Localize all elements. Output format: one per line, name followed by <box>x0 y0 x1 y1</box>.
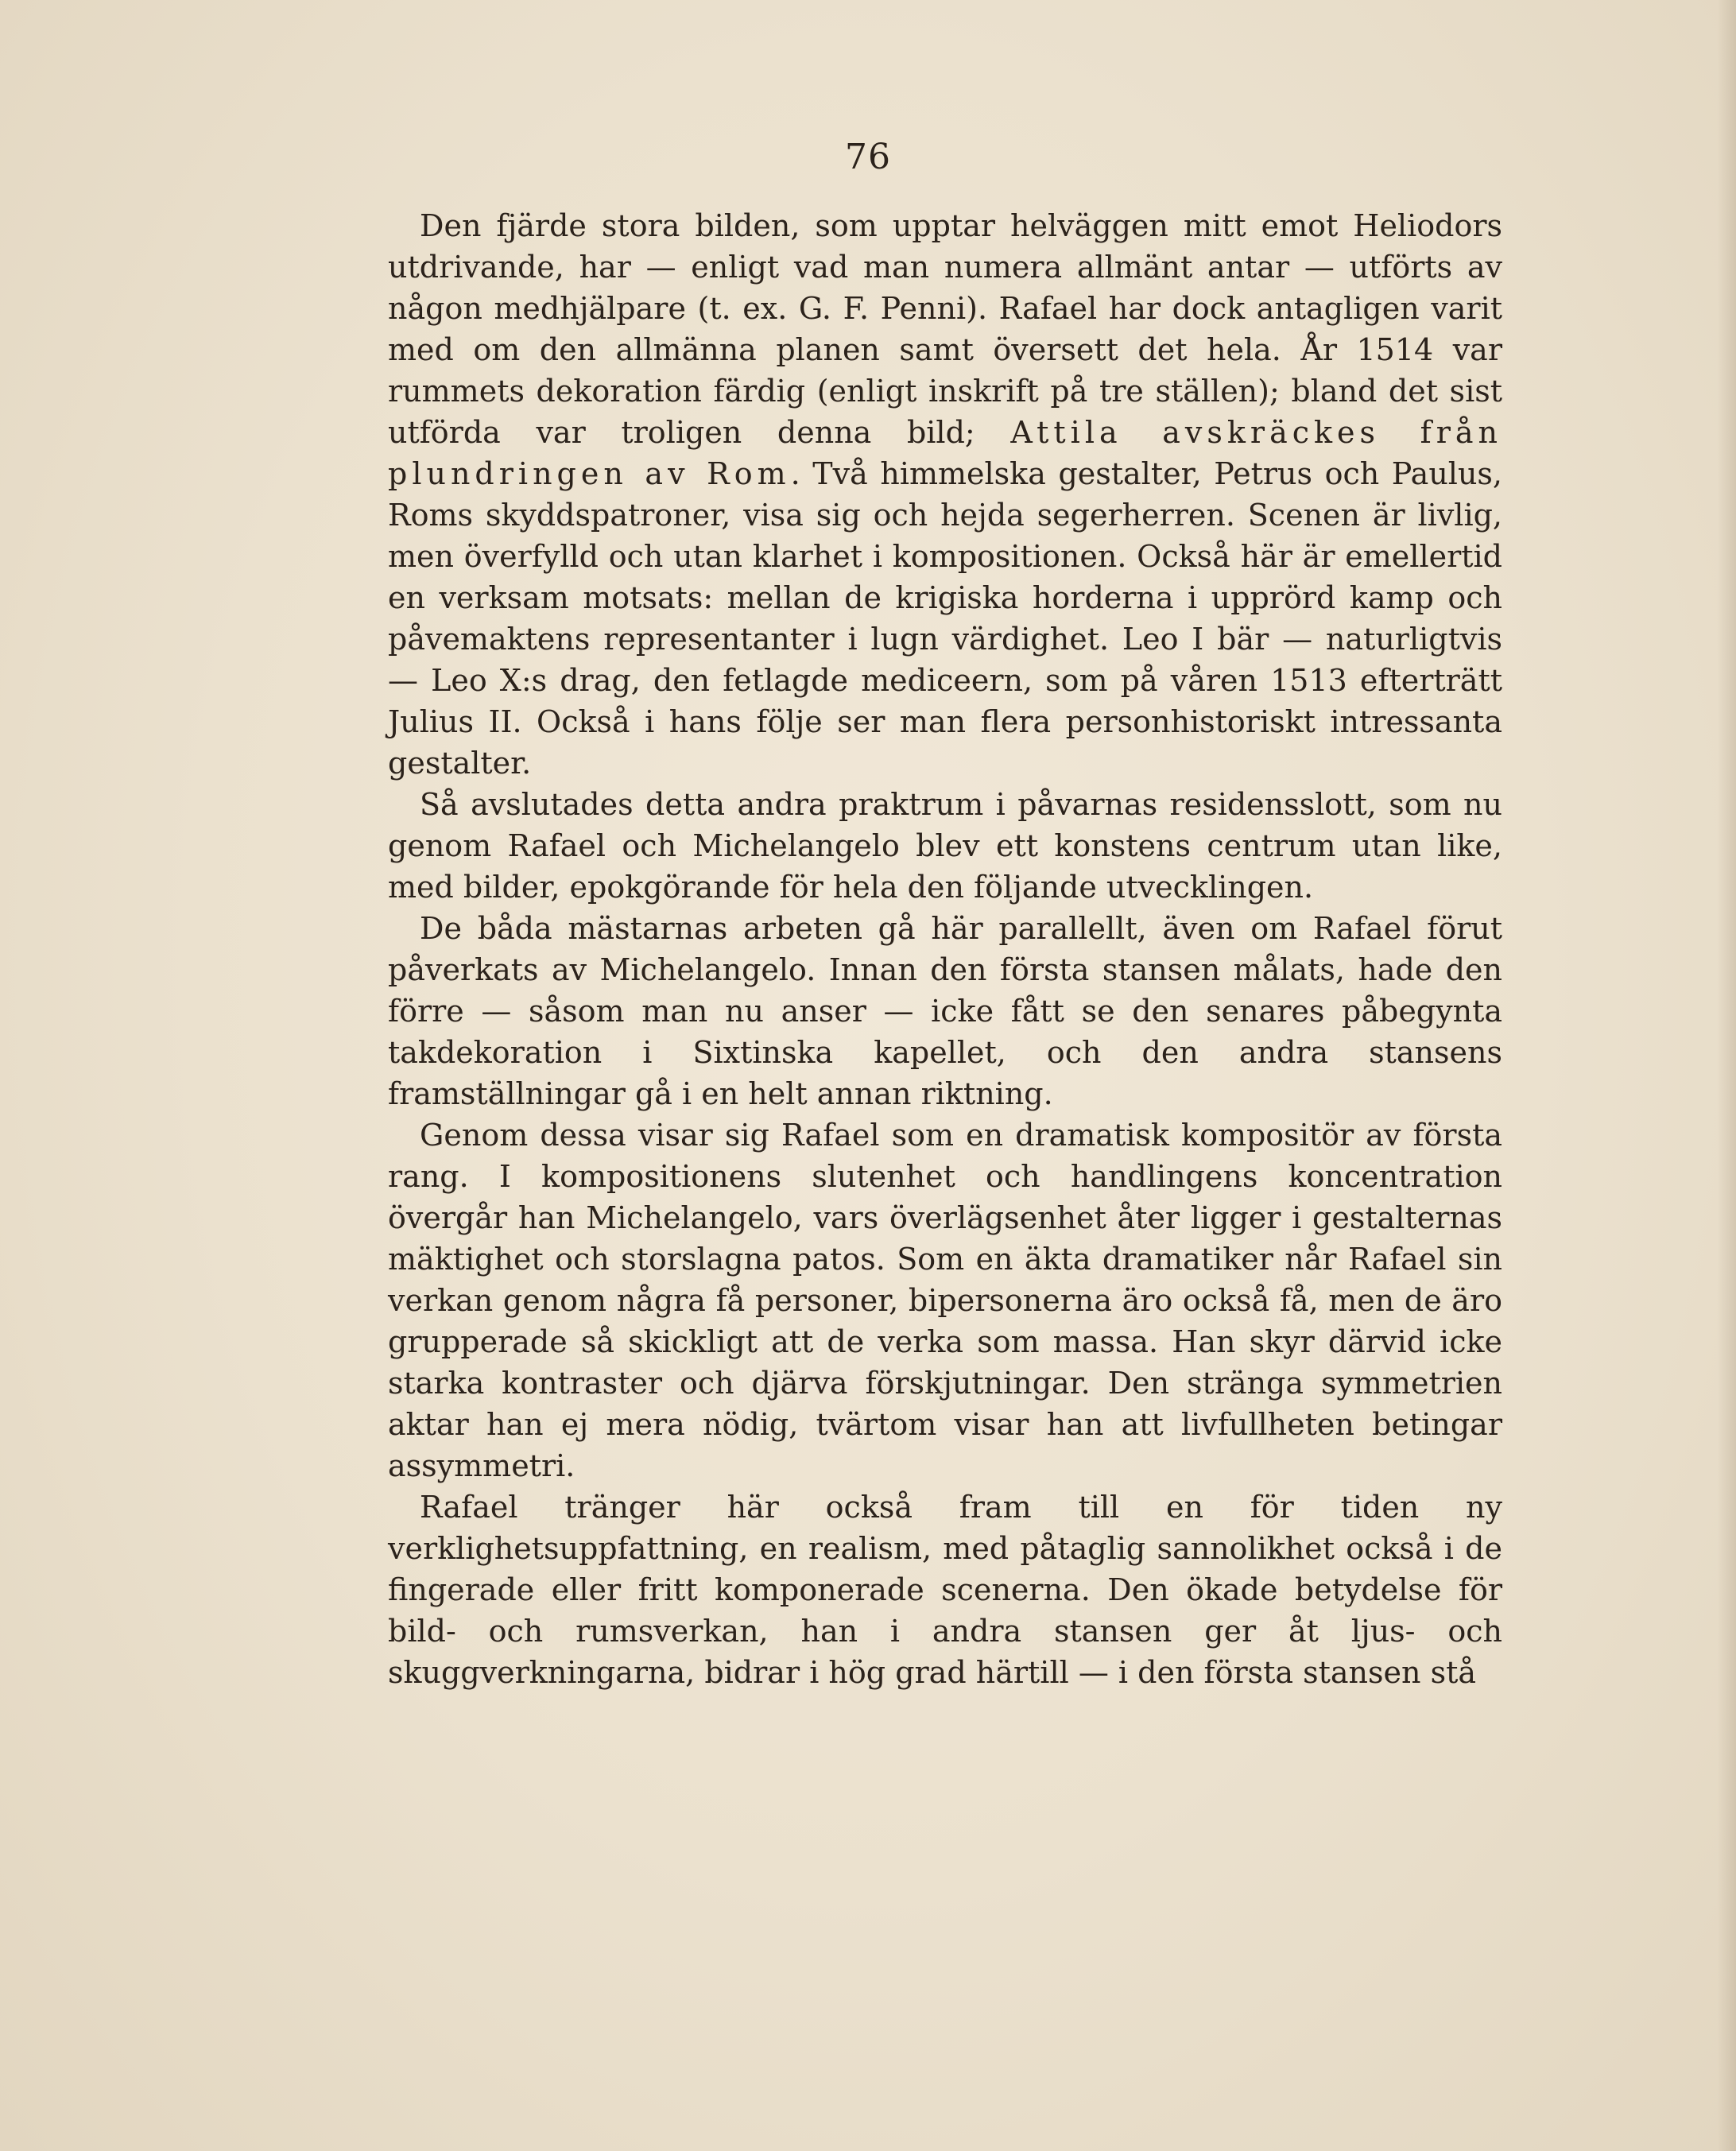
paragraph: Genom dessa visar sig Rafael som en dramatisk kompositör av första rang. I kompositionens slutenhet och handlingens koncentration övergår han Michelangelo, vars överlägsenhet åter ligger i gestalternas mäktighet och storslagna patos. Som en äkta dramatiker når Rafael sin verkan genom några få personer, bipersonerna äro också få, men de äro grupperade så skickligt att de verka som massa. Han skyr därvid icke starka kontraster och djärva förskjutningar. Den stränga symmetrien aktar han ej mera nödig, tvärtom visar han att livfullheten betingar assymmetri. <box>388 1118 1502 1483</box>
paragraph-text: Den fjärde stora bilden, som upptar helväggen mitt emot Heliodors utdrivande, har — enligt vad man numera allmänt antar — utförts av någon medhjälpare (t. ex. G. F. Penni). Rafael har dock antagligen varit med om den allmänna planen samt översett det hela. År 1514 var rummets dekoration färdig (enligt inskrift på tre ställen); bland det sist utförda var troligen denna bild; <box>388 208 1502 450</box>
paragraph-text: . Två himmelska gestalter, Petrus och Paulus, Roms skyddspatroner, visa sig och hejda segerherren. Scenen är livlig, men överfylld och utan klarhet i kompositionen. Också här är emellertid en verksam motsats: mellan de krigiska horderna i upprörd kamp och påvemaktens representanter i lugn värdighet. Leo I bär — naturligtvis — Leo X:s drag, den fetlagde mediceern, som på våren 1513 efterträtt Julius II. Också i hans följe ser man flera personhistoriskt intressanta gestalter. <box>388 456 1502 781</box>
paragraph: Rafael tränger här också fram till en för tiden ny verklighetsuppfattning, en realism, med påtaglig sannolikhet också i de fingerade eller fritt komponerade scenerna. Den ökade betydelse för bild- och rumsverkan, han i andra stansen ger åt ljus- och skuggverkningarna, bidrar i hög grad härtill — i den första stansen stå <box>388 1490 1502 1690</box>
paragraph: Så avslutades detta andra praktrum i påvarnas residensslott, som nu genom Rafael och Michelangelo blev ett konstens centrum utan like, med bilder, epokgörande för hela den följande utvecklingen. <box>388 787 1502 905</box>
paragraph: De båda mästarnas arbeten gå här parallellt, även om Rafael förut påverkats av Michelangelo. Innan den första stansen målats, hade den förre — såsom man nu anser — icke fått se den senares påbegynta takdekoration i Sixtinska kapellet, och den andra stansens framställningar gå i en helt annan riktning. <box>388 911 1502 1111</box>
page-edge-shadow <box>1717 0 1736 2151</box>
spaced-title-phrase: Attila avskräckes från plundringen av Rom <box>388 415 1502 491</box>
page-number: 76 <box>845 137 891 177</box>
paragraph <box>388 205 1502 784</box>
body-text <box>388 205 1502 1693</box>
